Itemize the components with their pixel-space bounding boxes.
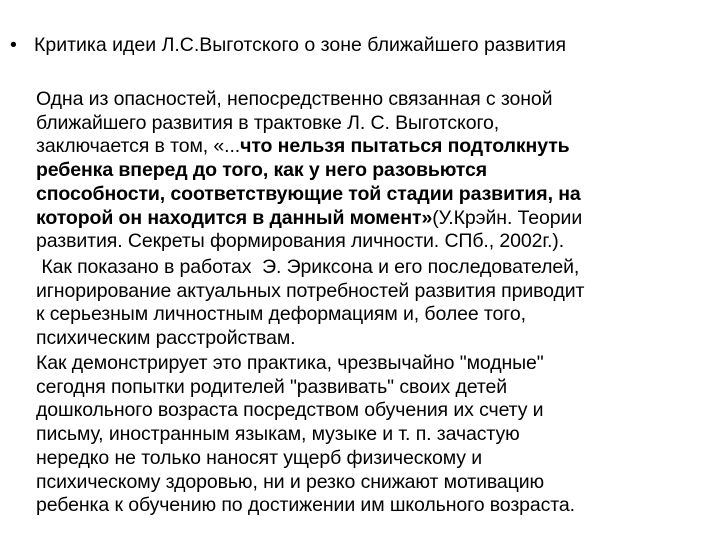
- paragraph-line: психическим расстройствам.: [36, 327, 296, 350]
- paragraph-line: [36, 135, 712, 159]
- paragraph-line: Как показано в работах Э. Эриксона и его последователей,: [36, 256, 580, 278]
- paragraph-line: дошкольного возраста посредством обучения их счету и: [36, 399, 544, 422]
- citation-text: (У.Крэйн. Теории: [432, 206, 583, 229]
- bullet-icon: •: [10, 34, 17, 56]
- paragraph-line: психическому здоровью, ни и резко снижают мотивацию: [36, 470, 545, 493]
- paragraph-line: [36, 207, 712, 231]
- slide-heading: [10, 33, 710, 57]
- paragraph-line: Как демонстрирует это практика, чрезвычайно "модные": [36, 352, 544, 374]
- paragraph-line: ребенка к обучению по достижении им школьного возраста.: [36, 494, 575, 517]
- quote-bold-text: которой он находится в данный момент»: [36, 206, 433, 229]
- quote-bold-line: ребенка вперед до того, как у него разовьются: [36, 159, 488, 182]
- paragraph-line: Одна из опасностей, непосредственно связанная с зоной: [36, 88, 553, 110]
- paragraph-line: сегодня попытки родителей "развивать" своих детей: [36, 375, 508, 398]
- quote-bold-text: что нельзя пытаться подтолкнуть: [240, 135, 570, 158]
- heading-text: Критика идеи Л.С.Выготского о зоне ближайшего развития: [34, 34, 567, 56]
- citation-line: развития. Секреты формирования личности. СПб., 2002г.).: [36, 230, 565, 253]
- paragraph-vygotsky-critique: [36, 88, 712, 254]
- paragraph-practice: [36, 352, 712, 518]
- paragraph-erikson: [36, 256, 712, 351]
- line-regular-text: заключается в том, «...: [36, 135, 241, 158]
- paragraph-line: нередко не только наносят ущерб физическому и: [36, 446, 483, 469]
- paragraph-line: ближайшего развития в трактовке Л. С. Выготского,: [36, 111, 500, 134]
- quote-bold-line: способности, соответствующие той стадии развития, на: [36, 182, 581, 205]
- paragraph-line: письму, иностранным языкам, музыке и т. п. зачастую: [36, 423, 520, 446]
- paragraph-line: игнорирование актуальных потребностей развития приводит: [36, 279, 585, 302]
- paragraph-line: к серьезным личностным деформациям и, более того,: [36, 303, 526, 326]
